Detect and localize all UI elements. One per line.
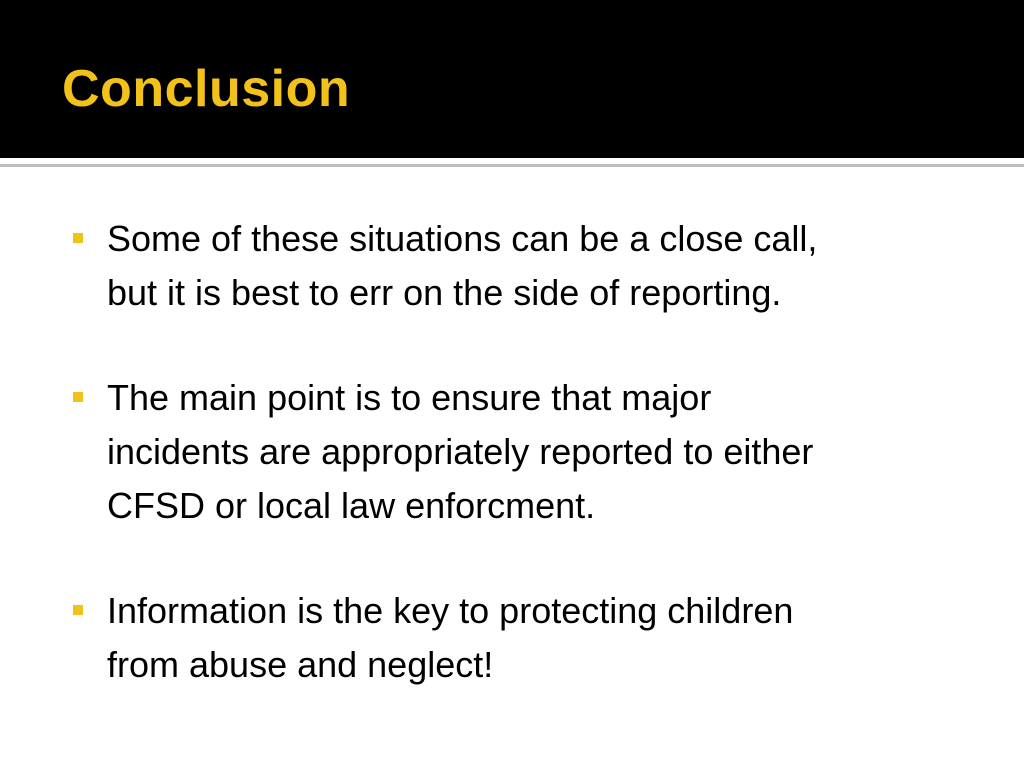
bullet-line: Information is the key to protecting children [107,590,794,631]
slide-title: Conclusion [62,60,351,118]
bullet-text [107,584,987,692]
square-bullet-icon [73,392,83,402]
bullet-line: incidents are appropriately reported to either [107,431,814,472]
title-divider [0,164,1024,167]
title-bar [0,0,1024,158]
square-bullet-icon [73,233,83,243]
bullet-text [107,371,987,533]
bullet-line: The main point is to ensure that major [107,377,712,418]
bullet-line: CFSD or local law enforcment. [107,485,596,526]
bullet-line: but it is best to err on the side of reporting. [107,272,782,313]
bullet-text [107,212,987,320]
bullet-line: Some of these situations can be a close call, [107,218,818,259]
bullet-item [0,212,1024,320]
bullet-line: from abuse and neglect! [107,644,494,685]
bullet-item [0,584,1024,692]
square-bullet-icon [73,605,83,615]
bullet-item [0,371,1024,533]
bullet-list [0,212,1024,743]
